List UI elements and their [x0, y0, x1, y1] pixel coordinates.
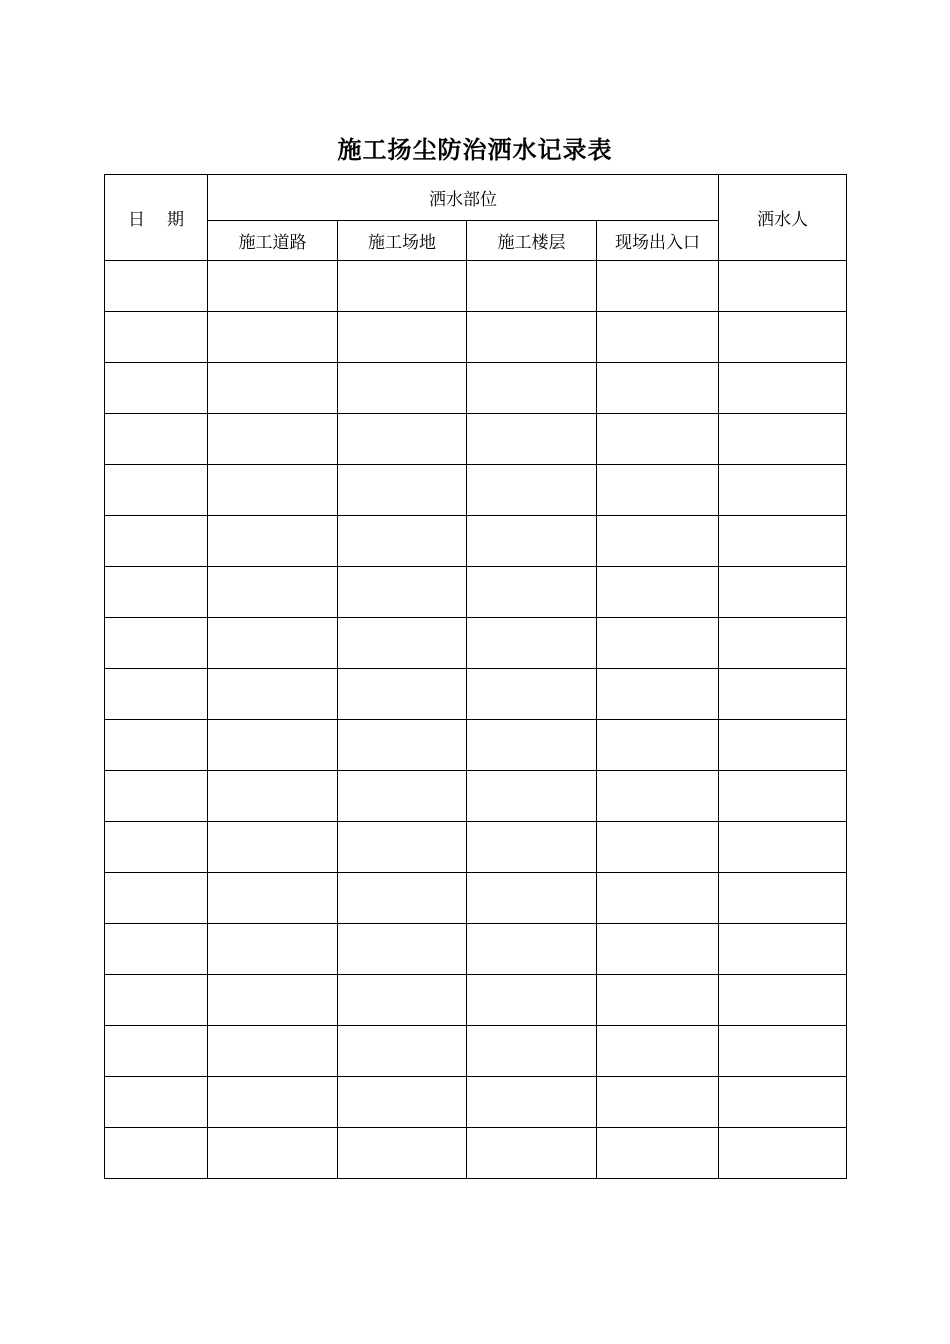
- table-row: [105, 312, 847, 363]
- record-table-body: [105, 261, 847, 1179]
- date-cell[interactable]: [105, 924, 208, 975]
- table-row: [105, 924, 847, 975]
- person-cell[interactable]: [719, 261, 847, 312]
- road-cell[interactable]: [208, 1026, 338, 1077]
- floor-cell[interactable]: [467, 363, 597, 414]
- site-cell[interactable]: [338, 1128, 467, 1179]
- table-row: [105, 516, 847, 567]
- date-cell[interactable]: [105, 771, 208, 822]
- table-row: [105, 873, 847, 924]
- site-cell[interactable]: [338, 414, 467, 465]
- header-row: [105, 175, 847, 221]
- person-cell[interactable]: [719, 975, 847, 1026]
- date-cell[interactable]: [105, 465, 208, 516]
- floor-cell[interactable]: [467, 618, 597, 669]
- entrance-cell[interactable]: [597, 873, 719, 924]
- person-cell[interactable]: [719, 720, 847, 771]
- site-cell[interactable]: [338, 312, 467, 363]
- person-cell[interactable]: [719, 669, 847, 720]
- table-row: [105, 567, 847, 618]
- entrance-cell[interactable]: [597, 567, 719, 618]
- entrance-cell[interactable]: [597, 669, 719, 720]
- site-cell[interactable]: [338, 516, 467, 567]
- date-column-header: [105, 175, 208, 261]
- floor-cell[interactable]: [467, 567, 597, 618]
- entrance-cell[interactable]: [597, 975, 719, 1026]
- entrance-cell[interactable]: [597, 924, 719, 975]
- person-cell[interactable]: [719, 1128, 847, 1179]
- site-cell[interactable]: [338, 363, 467, 414]
- subheader-site-entrance: 现场出入口: [597, 221, 719, 261]
- floor-cell[interactable]: [467, 771, 597, 822]
- site-cell[interactable]: [338, 1026, 467, 1077]
- date-cell[interactable]: [105, 567, 208, 618]
- date-cell[interactable]: [105, 618, 208, 669]
- entrance-cell[interactable]: [597, 1077, 719, 1128]
- date-cell[interactable]: [105, 516, 208, 567]
- person-cell[interactable]: [719, 873, 847, 924]
- floor-cell[interactable]: [467, 1026, 597, 1077]
- date-cell[interactable]: [105, 669, 208, 720]
- site-cell[interactable]: [338, 465, 467, 516]
- road-cell[interactable]: [208, 618, 338, 669]
- floor-cell[interactable]: [467, 414, 597, 465]
- table-row: [105, 1077, 847, 1128]
- date-cell[interactable]: [105, 822, 208, 873]
- date-cell[interactable]: [105, 975, 208, 1026]
- table-row: [105, 363, 847, 414]
- site-cell[interactable]: [338, 771, 467, 822]
- entrance-cell[interactable]: [597, 261, 719, 312]
- date-cell[interactable]: [105, 1026, 208, 1077]
- table-row: [105, 618, 847, 669]
- road-cell[interactable]: [208, 1077, 338, 1128]
- date-cell[interactable]: [105, 1128, 208, 1179]
- person-cell[interactable]: [719, 465, 847, 516]
- location-group-header: 洒水部位: [208, 175, 719, 221]
- person-cell[interactable]: [719, 822, 847, 873]
- road-cell[interactable]: [208, 516, 338, 567]
- entrance-cell[interactable]: [597, 516, 719, 567]
- person-cell[interactable]: [719, 414, 847, 465]
- road-cell[interactable]: [208, 924, 338, 975]
- date-cell[interactable]: [105, 414, 208, 465]
- floor-cell[interactable]: [467, 975, 597, 1026]
- site-cell[interactable]: [338, 567, 467, 618]
- floor-cell[interactable]: [467, 822, 597, 873]
- site-cell[interactable]: [338, 822, 467, 873]
- site-cell[interactable]: [338, 924, 467, 975]
- road-cell[interactable]: [208, 312, 338, 363]
- site-cell[interactable]: [338, 1077, 467, 1128]
- person-cell[interactable]: [719, 363, 847, 414]
- table-row: [105, 261, 847, 312]
- table-row: [105, 720, 847, 771]
- entrance-cell[interactable]: [597, 363, 719, 414]
- entrance-cell[interactable]: [597, 414, 719, 465]
- table-row: [105, 822, 847, 873]
- road-cell[interactable]: [208, 261, 338, 312]
- floor-cell[interactable]: [467, 312, 597, 363]
- road-cell[interactable]: [208, 363, 338, 414]
- date-cell[interactable]: [105, 261, 208, 312]
- road-cell[interactable]: [208, 567, 338, 618]
- entrance-cell[interactable]: [597, 720, 719, 771]
- entrance-cell[interactable]: [597, 1026, 719, 1077]
- person-cell[interactable]: [719, 924, 847, 975]
- person-cell[interactable]: [719, 1077, 847, 1128]
- person-cell[interactable]: [719, 618, 847, 669]
- site-cell[interactable]: [338, 873, 467, 924]
- entrance-cell[interactable]: [597, 312, 719, 363]
- table-row: [105, 975, 847, 1026]
- floor-cell[interactable]: [467, 261, 597, 312]
- table-row: [105, 414, 847, 465]
- road-cell[interactable]: [208, 465, 338, 516]
- person-cell[interactable]: [719, 312, 847, 363]
- floor-cell[interactable]: [467, 1077, 597, 1128]
- road-cell[interactable]: [208, 975, 338, 1026]
- subheader-construction-road: 施工道路: [208, 221, 338, 261]
- date-cell[interactable]: [105, 873, 208, 924]
- person-cell[interactable]: [719, 1026, 847, 1077]
- entrance-cell[interactable]: [597, 822, 719, 873]
- entrance-cell[interactable]: [597, 618, 719, 669]
- table-row: [105, 1026, 847, 1077]
- road-cell[interactable]: [208, 1128, 338, 1179]
- floor-cell[interactable]: [467, 669, 597, 720]
- floor-cell[interactable]: [467, 873, 597, 924]
- floor-cell[interactable]: [467, 1128, 597, 1179]
- sprinkler-person-header: 洒水人: [719, 175, 847, 261]
- table-row: [105, 669, 847, 720]
- floor-cell[interactable]: [467, 720, 597, 771]
- site-cell[interactable]: [338, 261, 467, 312]
- date-cell[interactable]: [105, 363, 208, 414]
- road-cell[interactable]: [208, 771, 338, 822]
- table-row: [105, 771, 847, 822]
- floor-cell[interactable]: [467, 924, 597, 975]
- date-cell[interactable]: [105, 312, 208, 363]
- site-cell[interactable]: [338, 669, 467, 720]
- floor-cell[interactable]: [467, 516, 597, 567]
- date-header-char-2: 期: [167, 210, 184, 230]
- site-cell[interactable]: [338, 618, 467, 669]
- road-cell[interactable]: [208, 414, 338, 465]
- entrance-cell[interactable]: [597, 1128, 719, 1179]
- table-row: [105, 465, 847, 516]
- person-cell[interactable]: [719, 771, 847, 822]
- table-row: [105, 1128, 847, 1179]
- date-cell[interactable]: [105, 1077, 208, 1128]
- site-cell[interactable]: [338, 720, 467, 771]
- site-cell[interactable]: [338, 975, 467, 1026]
- person-cell[interactable]: [719, 516, 847, 567]
- page-title: 施工扬尘防治洒水记录表: [337, 135, 613, 164]
- date-header-char-1: 日: [128, 210, 145, 230]
- road-cell[interactable]: [208, 873, 338, 924]
- road-cell[interactable]: [208, 669, 338, 720]
- entrance-cell[interactable]: [597, 465, 719, 516]
- entrance-cell[interactable]: [597, 771, 719, 822]
- date-cell[interactable]: [105, 720, 208, 771]
- floor-cell[interactable]: [467, 465, 597, 516]
- person-cell[interactable]: [719, 567, 847, 618]
- watering-record-table: [104, 174, 847, 1179]
- road-cell[interactable]: [208, 822, 338, 873]
- road-cell[interactable]: [208, 720, 338, 771]
- subheader-construction-site: 施工场地: [338, 221, 467, 261]
- subheader-construction-floor: 施工楼层: [467, 221, 597, 261]
